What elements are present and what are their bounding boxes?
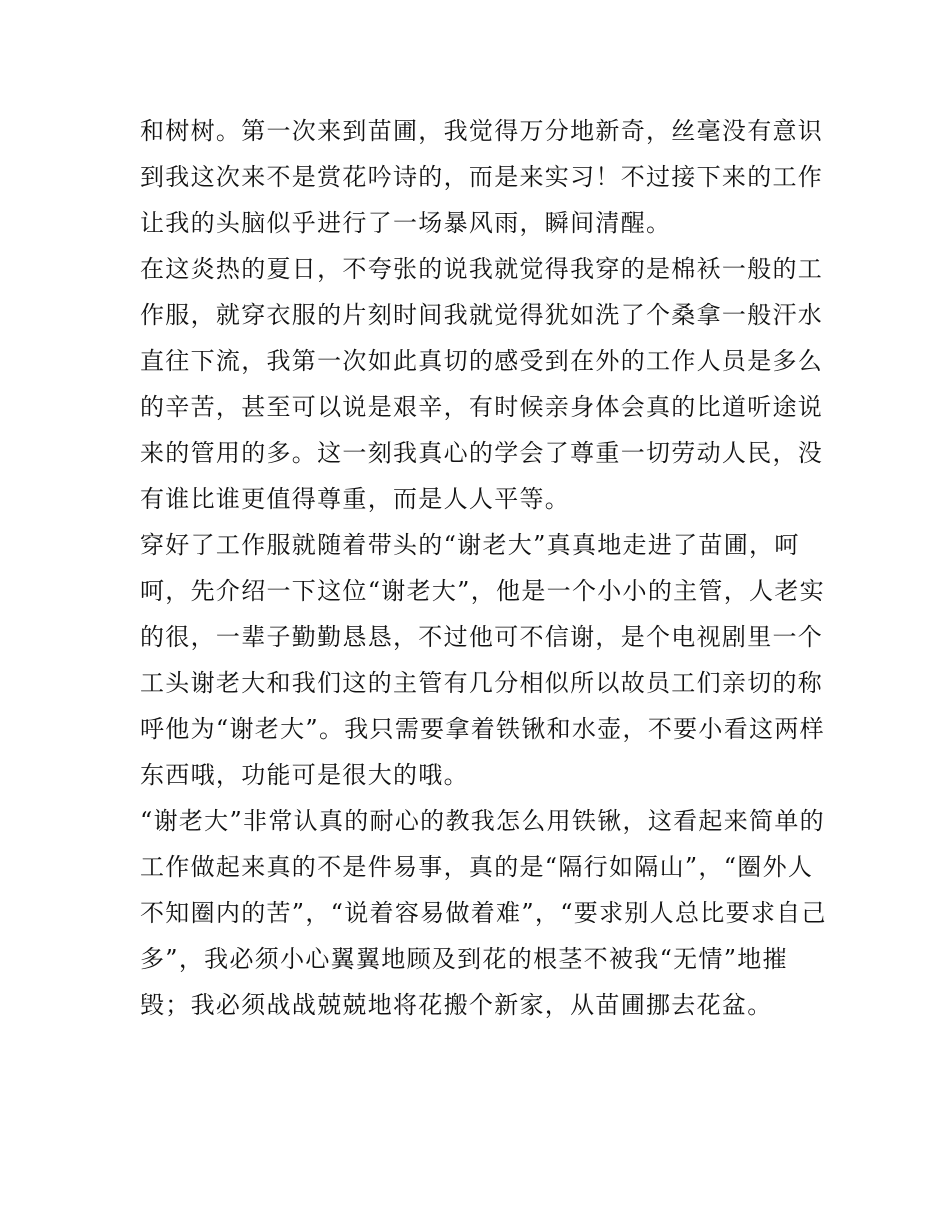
text-line: 的辛苦，甚至可以说是艰辛，有时候亲身体会真的比道听途说	[140, 393, 824, 421]
text-line: 呵，先介绍一下这位“谢老大”，他是一个小小的主管，人老实	[140, 577, 825, 605]
text-line: 穿好了工作服就随着带头的“谢老大”真真地走进了苗圃，呵	[140, 531, 800, 559]
text-line: 多”，我必须小心翼翼地顾及到花的根茎不被我“无情”地摧	[140, 945, 788, 973]
text-line: 东西哦，功能可是很大的哦。	[140, 761, 469, 789]
text-line: 到我这次来不是赏花吟诗的，而是来实习！不过接下来的工作	[140, 163, 824, 191]
text-line: 工头谢老大和我们这的主管有几分相似所以故员工们亲切的称	[140, 669, 824, 697]
body-text	[140, 108, 827, 1028]
text-line: 作服，就穿衣服的片刻时间我就觉得犹如洗了个桑拿一般汗水	[140, 301, 824, 329]
text-line: 毁；我必须战战兢兢地将花搬个新家，从苗圃挪去花盆。	[140, 991, 773, 1019]
text-line: 让我的头脑似乎进行了一场暴风雨，瞬间清醒。	[140, 209, 672, 237]
text-line: 的很，一辈子勤勤恳恳，不过他可不信谢，是个电视剧里一个	[140, 623, 824, 651]
text-line: 工作做起来真的不是件易事，真的是“隔行如隔山”，“圈外人	[140, 853, 814, 881]
text-line: 呼他为“谢老大”。我只需要拿着铁锹和水壶，不要小看这两样	[140, 715, 825, 743]
text-line: 在这炎热的夏日，不夸张的说我就觉得我穿的是棉袄一般的工	[140, 255, 824, 283]
text-line: 直往下流，我第一次如此真切的感受到在外的工作人员是多么	[140, 347, 824, 375]
text-line: 来的管用的多。这一刻我真心的学会了尊重一切劳动人民，没	[140, 439, 824, 467]
text-line: 有谁比谁更值得尊重，而是人人平等。	[140, 485, 571, 513]
text-line: 和树树。第一次来到苗圃，我觉得万分地新奇，丝毫没有意识	[140, 117, 824, 145]
text-line: “谢老大”非常认真的耐心的教我怎么用铁锹，这看起来简单的	[140, 807, 825, 835]
text-line: 不知圈内的苦”，“说着容易做着难”，“要求别人总比要求自己	[140, 899, 827, 927]
